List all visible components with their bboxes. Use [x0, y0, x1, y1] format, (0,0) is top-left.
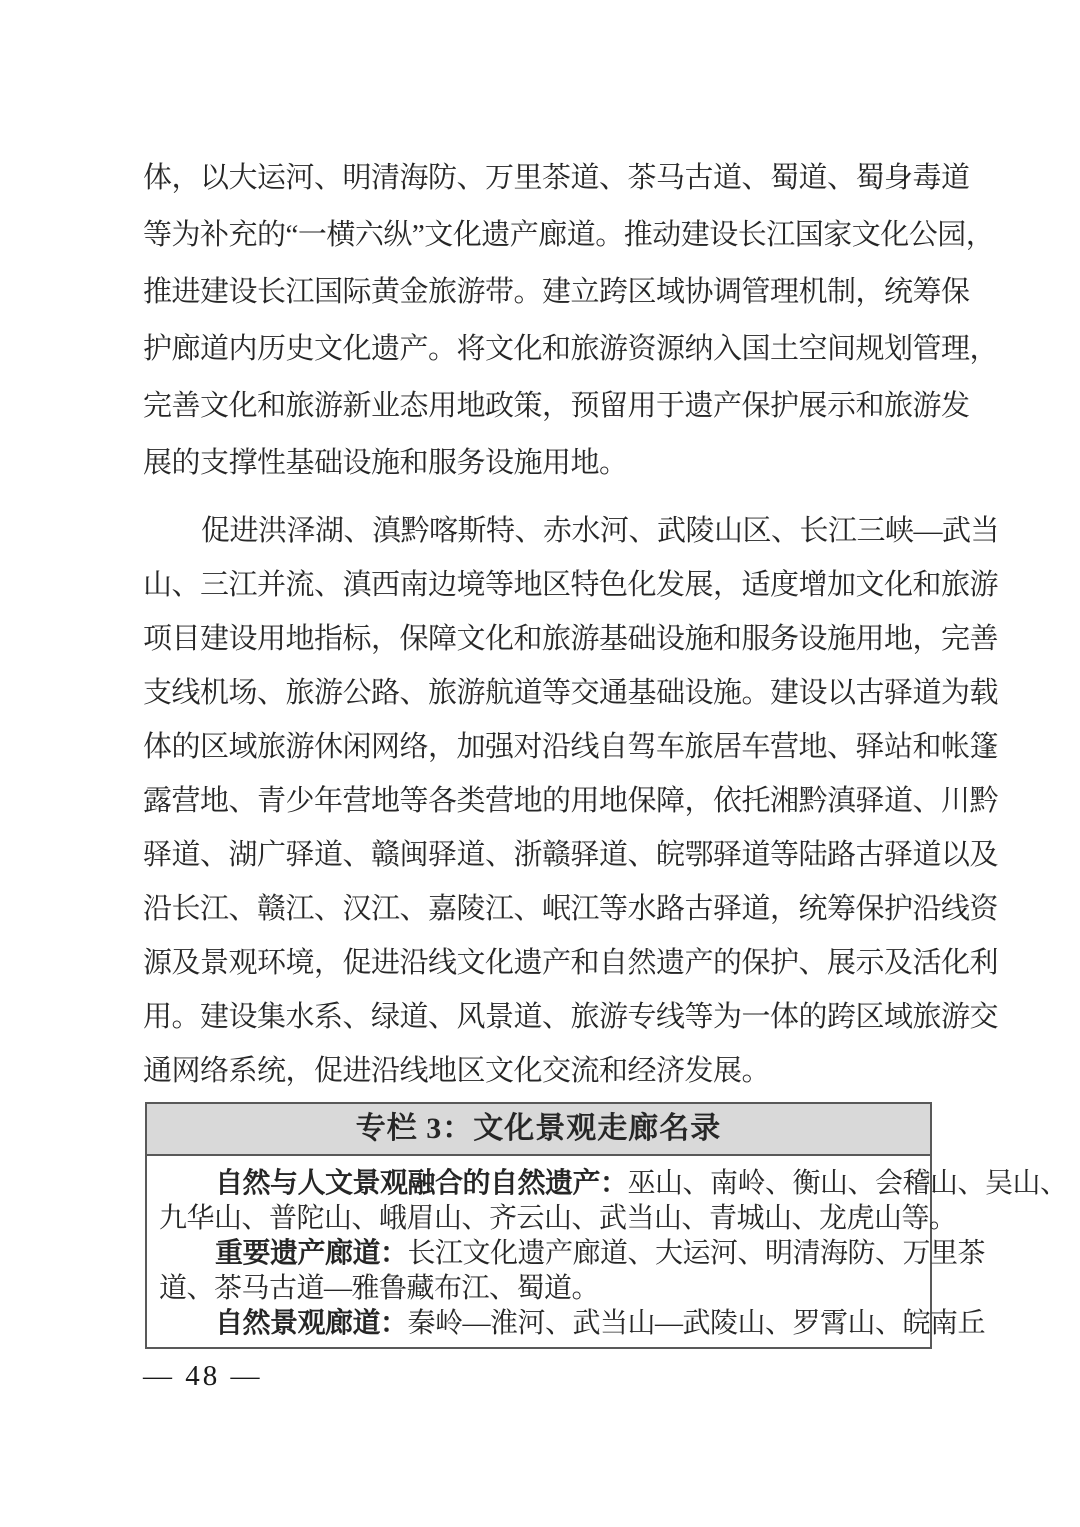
- callout-box-title: 专栏 3：文化景观走廊名录: [147, 1104, 930, 1156]
- box-entry-label: 自然景观廊道：: [215, 1308, 408, 1339]
- text-line: 通网络系统，促进沿线地区文化交流和经济发展。: [143, 1055, 771, 1087]
- callout-box-body: [147, 1156, 1068, 1347]
- text-line: 露营地、青少年营地等各类营地的用地保障，依托湘黔滇驿道、川黔: [143, 785, 999, 817]
- box-entry-label: 重要遗产廊道：: [215, 1238, 408, 1269]
- box-entry-line: [159, 1236, 986, 1271]
- text-line: 沿长江、赣江、汉江、嘉陵江、岷江等水路古驿道，统筹保护沿线资: [143, 893, 999, 925]
- text-line: 展的支撑性基础设施和服务设施用地。: [143, 447, 628, 479]
- text-line: 体，以大运河、明清海防、万里茶道、茶马古道、蜀道、蜀身毒道: [143, 162, 970, 194]
- box-entry-text: 秦岭—淮河、武当山—武陵山、罗霄山、皖南丘: [407, 1308, 986, 1339]
- paragraph-2: [143, 504, 1000, 1098]
- page-number: — 48 —: [143, 1360, 263, 1392]
- text-line: 驿道、湖广驿道、赣闽驿道、浙赣驿道、皖鄂驿道等陆路古驿道以及: [143, 839, 999, 871]
- text-line: 护廊道内历史文化遗产。将文化和旅游资源纳入国土空间规划管理，: [143, 333, 999, 365]
- box-entry-line: [159, 1166, 1068, 1201]
- box-entry-line: [159, 1201, 957, 1236]
- text-line: 促进洪泽湖、滇黔喀斯特、赤水河、武陵山区、长江三峡—武当: [201, 515, 1000, 547]
- box-entry-line: [159, 1306, 986, 1341]
- box-entry-text: 巫山、南岭、衡山、会稽山、吴山、: [627, 1168, 1068, 1199]
- text-line: 支线机场、旅游公路、旅游航道等交通基础设施。建设以古驿道为载: [143, 677, 999, 709]
- box-entry-label: 自然与人文景观融合的自然遗产：: [215, 1168, 628, 1199]
- text-line: 等为补充的“一横六纵”文化遗产廊道。推动建设长江国家文化公园，: [143, 219, 995, 251]
- text-line: 用。建设集水系、绿道、风景道、旅游专线等为一体的跨区域旅游交: [143, 1001, 999, 1033]
- paragraph-1: [143, 150, 999, 492]
- text-line: 推进建设长江国际黄金旅游带。建立跨区域协调管理机制，统筹保: [143, 276, 970, 308]
- text-line: 项目建设用地指标，保障文化和旅游基础设施和服务设施用地，完善: [143, 623, 999, 655]
- text-block: [143, 150, 1068, 1349]
- callout-box-column3: [145, 1102, 1068, 1349]
- box-entry-text: 长江文化遗产廊道、大运河、明清海防、万里茶: [407, 1238, 986, 1269]
- box-entry-text: 九华山、普陀山、峨眉山、齐云山、武当山、青城山、龙虎山等。: [159, 1203, 957, 1234]
- text-line: 源及景观环境，促进沿线文化遗产和自然遗产的保护、展示及活化利: [143, 947, 999, 979]
- box-entry-text: 道、茶马古道—雅鲁藏布江、蜀道。: [159, 1273, 600, 1304]
- box-entry-line: [159, 1271, 918, 1306]
- text-line: 体的区域旅游休闲网络，加强对沿线自驾车旅居车营地、驿站和帐篷: [143, 731, 999, 763]
- text-line: 完善文化和旅游新业态用地政策，预留用于遗产保护展示和旅游发: [143, 390, 970, 422]
- text-line: 山、三江并流、滇西南边境等地区特色化发展，适度增加文化和旅游: [143, 569, 999, 601]
